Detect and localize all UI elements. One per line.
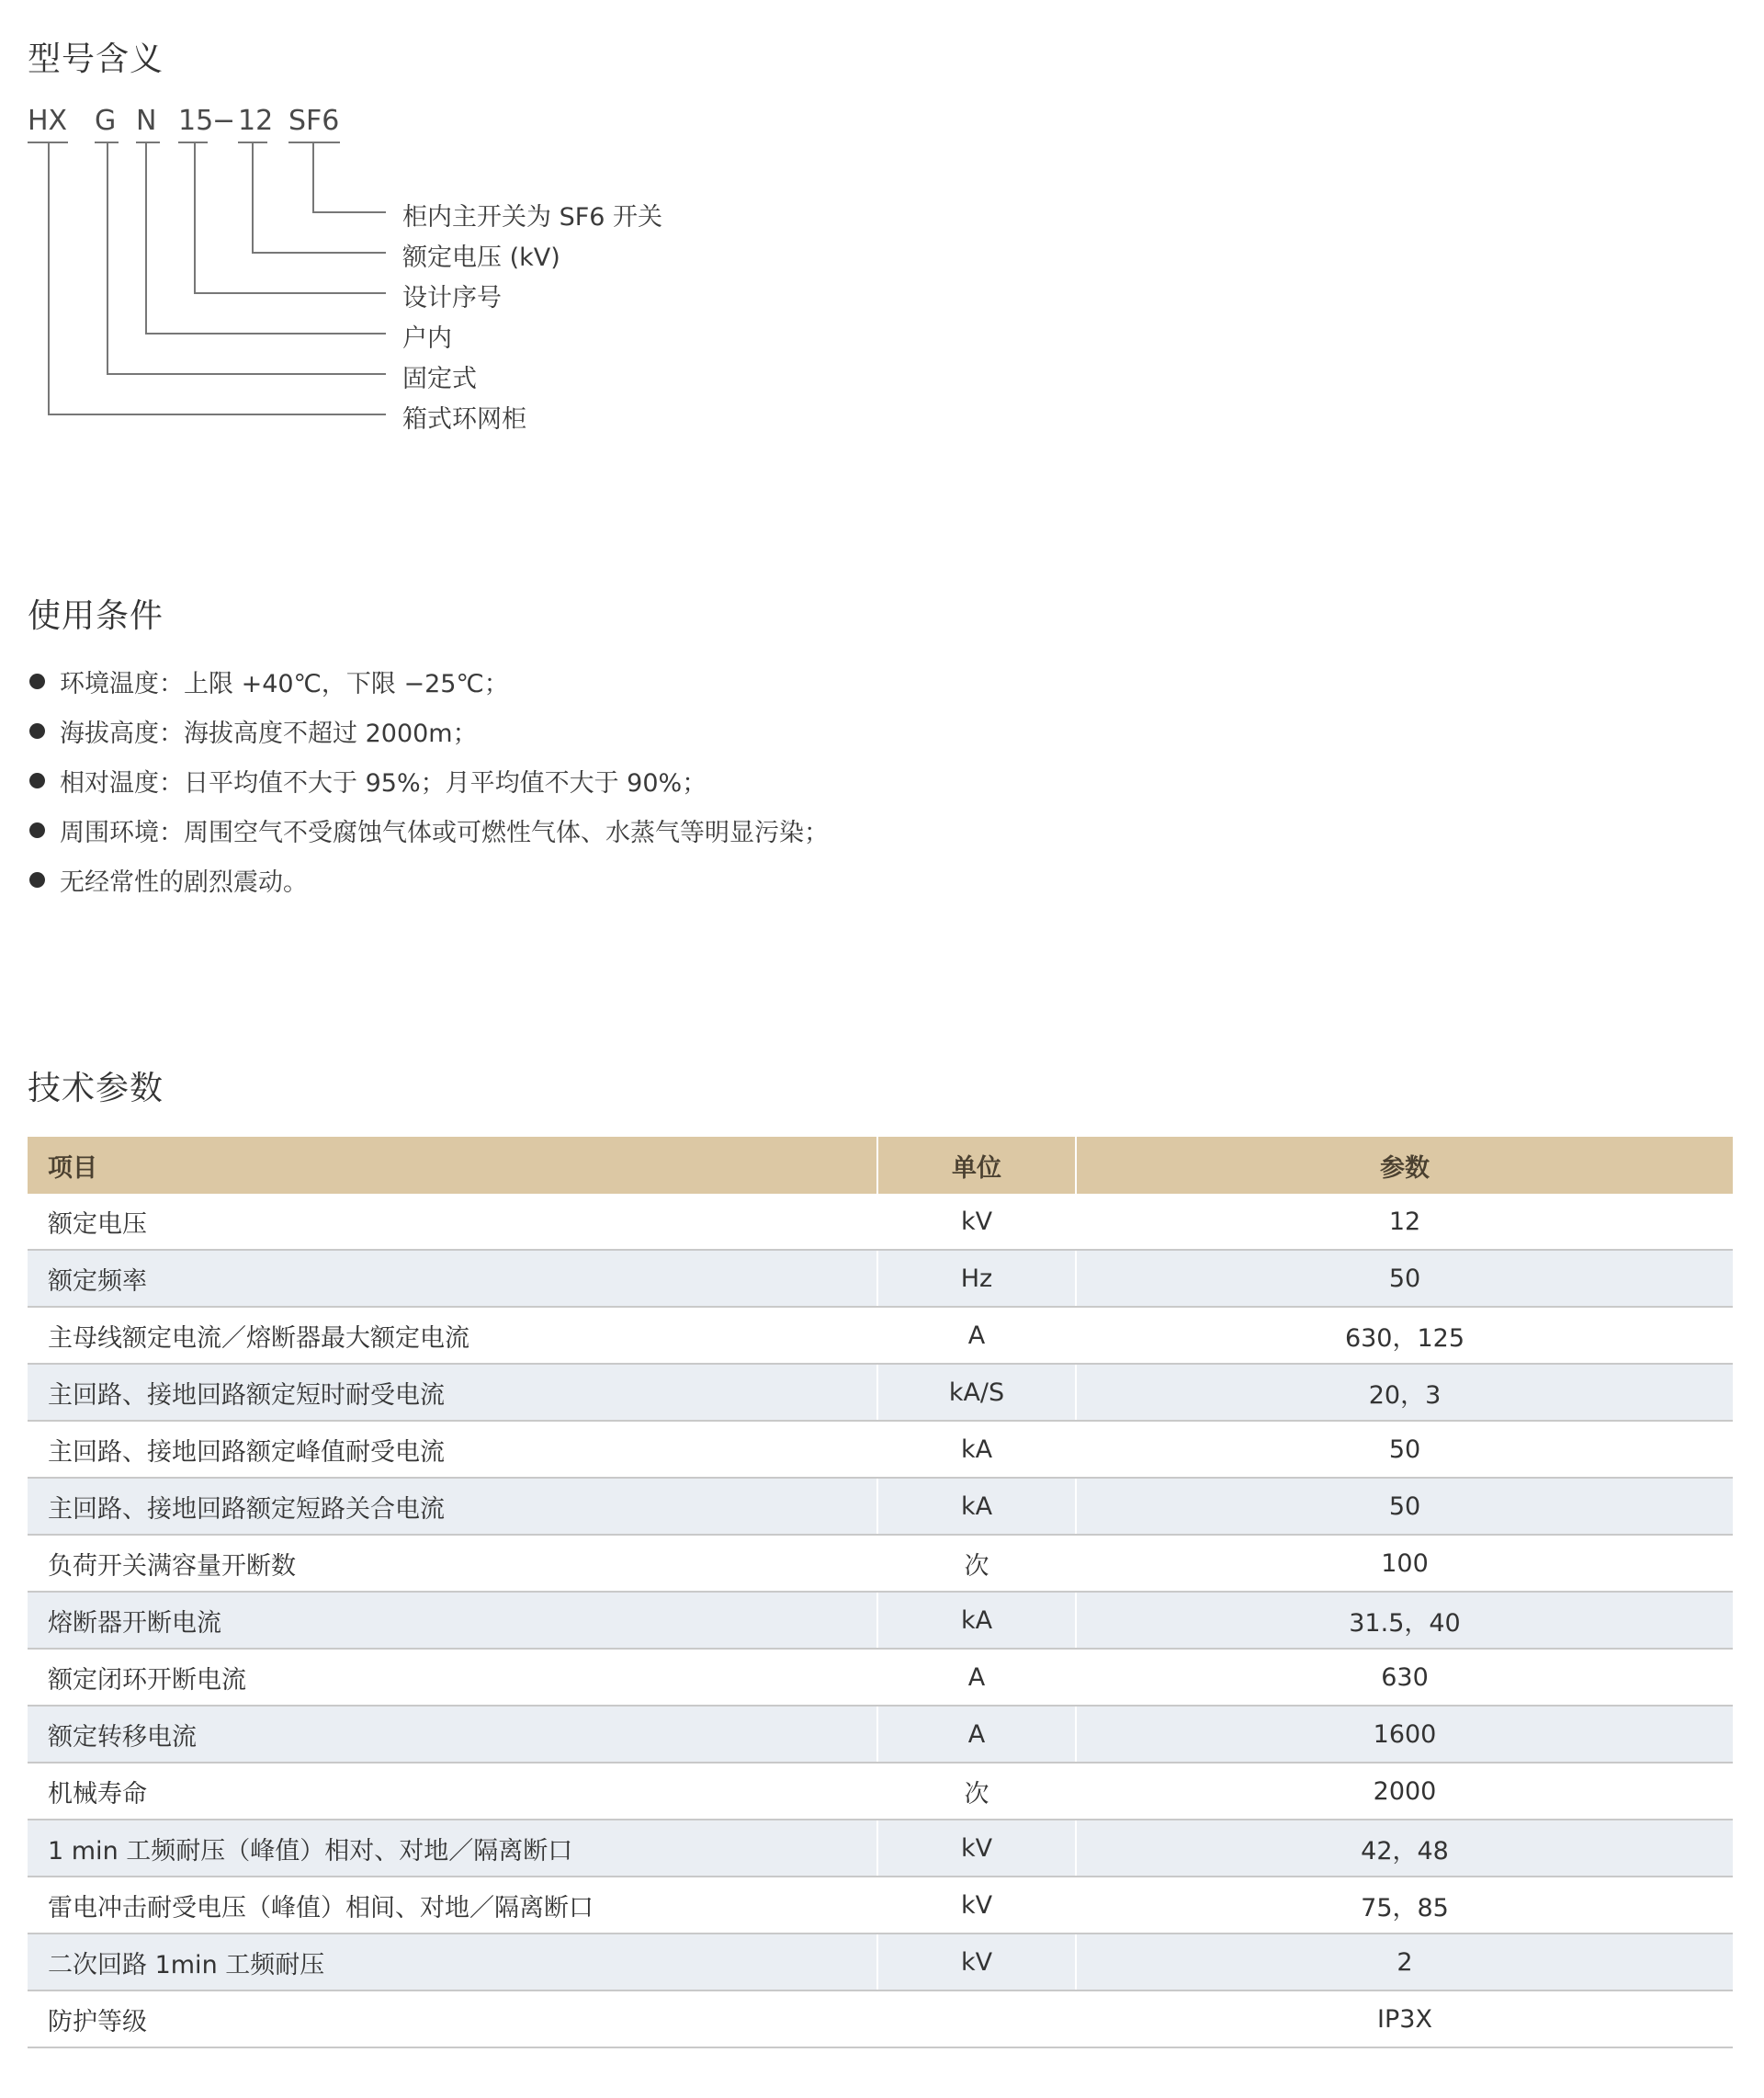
table-row	[28, 1479, 1733, 1536]
table-body	[28, 1194, 1733, 2048]
meaning-n: 户内	[402, 324, 452, 353]
param-value-cell: 31.5，40	[1349, 1608, 1461, 1638]
bullet-icon	[29, 723, 45, 739]
connector-hx-h	[48, 414, 386, 415]
meaning-12: 额定电压 (kV)	[402, 244, 560, 272]
code-part-sf6: SF6	[288, 105, 340, 137]
param-value-cell: 50	[1388, 1264, 1421, 1293]
param-value-cell: 42，48	[1361, 1836, 1449, 1866]
underline-sf6	[288, 142, 340, 143]
param-name-cell: 主回路、接地回路额定短时耐受电流	[28, 1365, 878, 1420]
condition-item	[29, 763, 707, 799]
param-name-cell: 熔断器开断电流	[28, 1593, 878, 1648]
code-part-dash: −	[212, 105, 236, 137]
table-row	[28, 1365, 1733, 1422]
param-value-cell: IP3X	[1377, 2004, 1432, 2034]
param-unit-cell: Hz	[878, 1251, 1077, 1306]
table-row	[28, 1536, 1733, 1593]
param-value-cell: 12	[1388, 1207, 1421, 1236]
param-value-cell: 50	[1388, 1435, 1421, 1464]
param-value-cell: 100	[1381, 1548, 1429, 1578]
code-part-n: N	[136, 105, 157, 137]
param-name-cell: 主母线额定电流／熔断器最大额定电流	[28, 1308, 878, 1363]
connector-12-h	[252, 252, 386, 254]
param-name-cell: 1 min 工频耐压（峰值）相对、对地／隔离断口	[28, 1820, 878, 1876]
table-row	[28, 1707, 1733, 1763]
conditions-section-title: 使用条件	[28, 597, 164, 635]
param-unit-cell	[878, 1991, 1077, 2047]
condition-text: 海拔高度：海拔高度不超过 2000m；	[60, 720, 478, 748]
param-name-cell: 额定频率	[28, 1251, 878, 1306]
param-value-cell: 2	[1396, 1947, 1413, 1977]
table-row	[28, 1763, 1733, 1820]
connector-sf6-v	[312, 143, 314, 213]
params-table	[28, 1137, 1733, 2048]
param-name-cell: 二次回路 1min 工频耐压	[28, 1934, 878, 1990]
param-name-cell: 额定电压	[28, 1194, 878, 1249]
param-name-cell: 额定转移电流	[28, 1707, 878, 1762]
bullet-icon	[29, 872, 45, 888]
header-unit: 单位	[878, 1137, 1077, 1194]
param-unit-cell: A	[878, 1650, 1077, 1705]
param-name-cell: 雷电冲击耐受电压（峰值）相间、对地／隔离断口	[28, 1877, 878, 1933]
header-item: 项目	[28, 1137, 878, 1194]
param-name-cell: 负荷开关满容量开断数	[28, 1536, 878, 1591]
meaning-hx: 箱式环网柜	[402, 405, 526, 434]
param-unit-cell: kA/S	[878, 1365, 1077, 1420]
param-unit-cell: kV	[878, 1934, 1077, 1990]
table-row	[28, 1194, 1733, 1251]
table-row	[28, 1251, 1733, 1308]
condition-text: 环境温度：上限 +40℃，下限 −25℃；	[60, 670, 509, 698]
param-value-cell: 2000	[1373, 1776, 1437, 1806]
table-row	[28, 1877, 1733, 1934]
code-part-15: 15	[178, 105, 214, 137]
connector-g-v	[107, 143, 108, 375]
underline-15	[178, 142, 208, 143]
param-unit-cell: kA	[878, 1593, 1077, 1648]
condition-item	[29, 862, 308, 898]
param-unit-cell: kA	[878, 1422, 1077, 1477]
table-row	[28, 1422, 1733, 1479]
param-name-cell: 机械寿命	[28, 1763, 878, 1819]
param-name-cell: 额定闭环开断电流	[28, 1650, 878, 1705]
connector-12-v	[252, 143, 254, 254]
table-row	[28, 1593, 1733, 1650]
connector-sf6-h	[312, 211, 386, 213]
condition-item	[29, 812, 829, 848]
table-row	[28, 1820, 1733, 1877]
condition-item	[29, 663, 509, 699]
bullet-icon	[29, 822, 45, 838]
code-part-hx: HX	[28, 105, 68, 137]
param-unit-cell: kV	[878, 1820, 1077, 1876]
param-value-cell: 630，125	[1344, 1323, 1465, 1353]
header-value: 参数	[1380, 1153, 1430, 1183]
bullet-icon	[29, 773, 45, 788]
connector-hx-v	[48, 143, 50, 415]
param-unit-cell: 次	[878, 1536, 1077, 1591]
model-section-title: 型号含义	[28, 40, 164, 78]
bullet-icon	[29, 674, 45, 689]
param-name-cell: 防护等级	[28, 1991, 878, 2047]
table-row	[28, 1650, 1733, 1707]
param-unit-cell: 次	[878, 1763, 1077, 1819]
connector-15-h	[194, 292, 386, 294]
condition-item	[29, 713, 478, 749]
params-section-title: 技术参数	[28, 1070, 164, 1107]
connector-15-v	[194, 143, 196, 294]
param-unit-cell: A	[878, 1308, 1077, 1363]
table-row	[28, 1991, 1733, 2048]
condition-text: 相对温度：日平均值不大于 95%；月平均值不大于 90%；	[60, 769, 707, 798]
meaning-15: 设计序号	[402, 284, 502, 312]
meaning-g: 固定式	[402, 365, 477, 393]
param-unit-cell: A	[878, 1707, 1077, 1762]
connector-n-v	[145, 143, 147, 335]
param-value-cell: 20，3	[1368, 1380, 1442, 1410]
param-value-cell: 75，85	[1361, 1893, 1449, 1922]
underline-n	[136, 142, 160, 143]
param-name-cell: 主回路、接地回路额定短路关合电流	[28, 1479, 878, 1534]
code-part-g: G	[95, 105, 117, 137]
condition-text: 无经常性的剧烈震动。	[60, 868, 308, 897]
table-header-row	[28, 1137, 1733, 1194]
param-value-cell: 50	[1388, 1491, 1421, 1521]
connector-n-h	[145, 333, 386, 335]
param-name-cell: 主回路、接地回路额定峰值耐受电流	[28, 1422, 878, 1477]
param-value-cell: 630	[1381, 1662, 1429, 1692]
param-unit-cell: kV	[878, 1194, 1077, 1249]
param-unit-cell: kA	[878, 1479, 1077, 1534]
table-row	[28, 1308, 1733, 1365]
code-part-12: 12	[238, 105, 274, 137]
param-unit-cell: kV	[878, 1877, 1077, 1933]
condition-text: 周围环境：周围空气不受腐蚀气体或可燃性气体、水蒸气等明显污染；	[60, 819, 829, 847]
meaning-sf6: 柜内主开关为 SF6 开关	[402, 203, 663, 232]
connector-g-h	[107, 373, 386, 375]
table-row	[28, 1934, 1733, 1991]
param-value-cell: 1600	[1373, 1719, 1437, 1749]
